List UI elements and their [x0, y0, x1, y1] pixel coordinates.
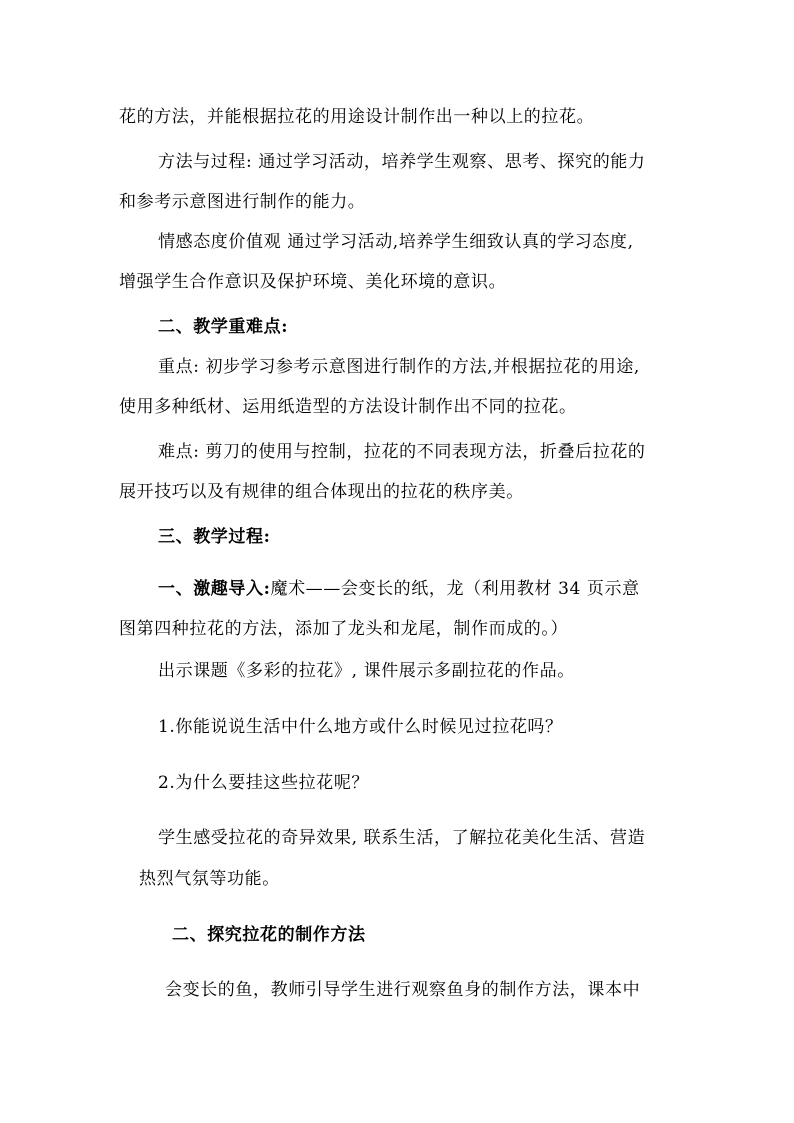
- question-1: 1.你能说说生活中什么地方或什么时候见过拉花吗？: [158, 717, 563, 737]
- method-paragraph-line-1: 方法与过程: 通过学习活动，培养学生观察、思考、探究的能力: [158, 152, 646, 172]
- intro-paragraph-line-2: 图第四种拉花的方法，添加了龙头和龙尾，制作而成的。）: [119, 619, 569, 639]
- heading-explore: 二、探究拉花的制作方法: [172, 925, 366, 945]
- fish-paragraph-line-1: 会变长的鱼，教师引导学生进行观察鱼身的制作方法，课本中: [165, 980, 641, 1000]
- feel-paragraph-line-2: 热烈气氛等功能。: [139, 869, 280, 889]
- key-paragraph-line-2: 使用多种纸材、运用纸造型的方法设计制作出不同的拉花。: [119, 397, 577, 417]
- topic-paragraph: 出示课题《多彩的拉花》, 课件展示多副拉花的作品。: [158, 661, 575, 681]
- emotion-paragraph-line-2: 增强学生合作意识及保护环境、美化环境的意识。: [119, 272, 507, 292]
- difficulty-paragraph-line-2: 展开技巧以及有规律的组合体现出的拉花的秩序美。: [119, 482, 524, 502]
- intro-heading: 一、激趣导入:: [158, 579, 271, 599]
- heading-process: 三、教学过程:: [158, 527, 271, 547]
- difficulty-paragraph-line-1: 难点: 剪刀的使用与控制，拉花的不同表现方法，折叠后拉花的: [158, 442, 646, 462]
- key-paragraph-line-1: 重点: 初步学习参考示意图进行制作的方法,并根据拉花的用途,: [158, 357, 640, 377]
- question-2: 2.为什么要挂这些拉花呢？: [158, 773, 370, 793]
- paragraph-line: 花的方法，并能根据拉花的用途设计制作出一种以上的拉花。: [119, 107, 595, 127]
- feel-paragraph-line-1: 学生感受拉花的奇异效果, 联系生活，了解拉花美化生活、营造: [158, 828, 646, 848]
- method-paragraph-line-2: 和参考示意图进行制作的能力。: [119, 192, 366, 212]
- emotion-paragraph-line-1: 情感态度价值观 通过学习活动,培养学生细致认真的学习态度,: [158, 232, 634, 252]
- heading-key-points: 二、教学重难点:: [158, 317, 289, 337]
- intro-text: 魔术——会变长的纸，龙（利用教材 34 页示意: [270, 579, 640, 599]
- intro-paragraph-line-1: [158, 578, 640, 600]
